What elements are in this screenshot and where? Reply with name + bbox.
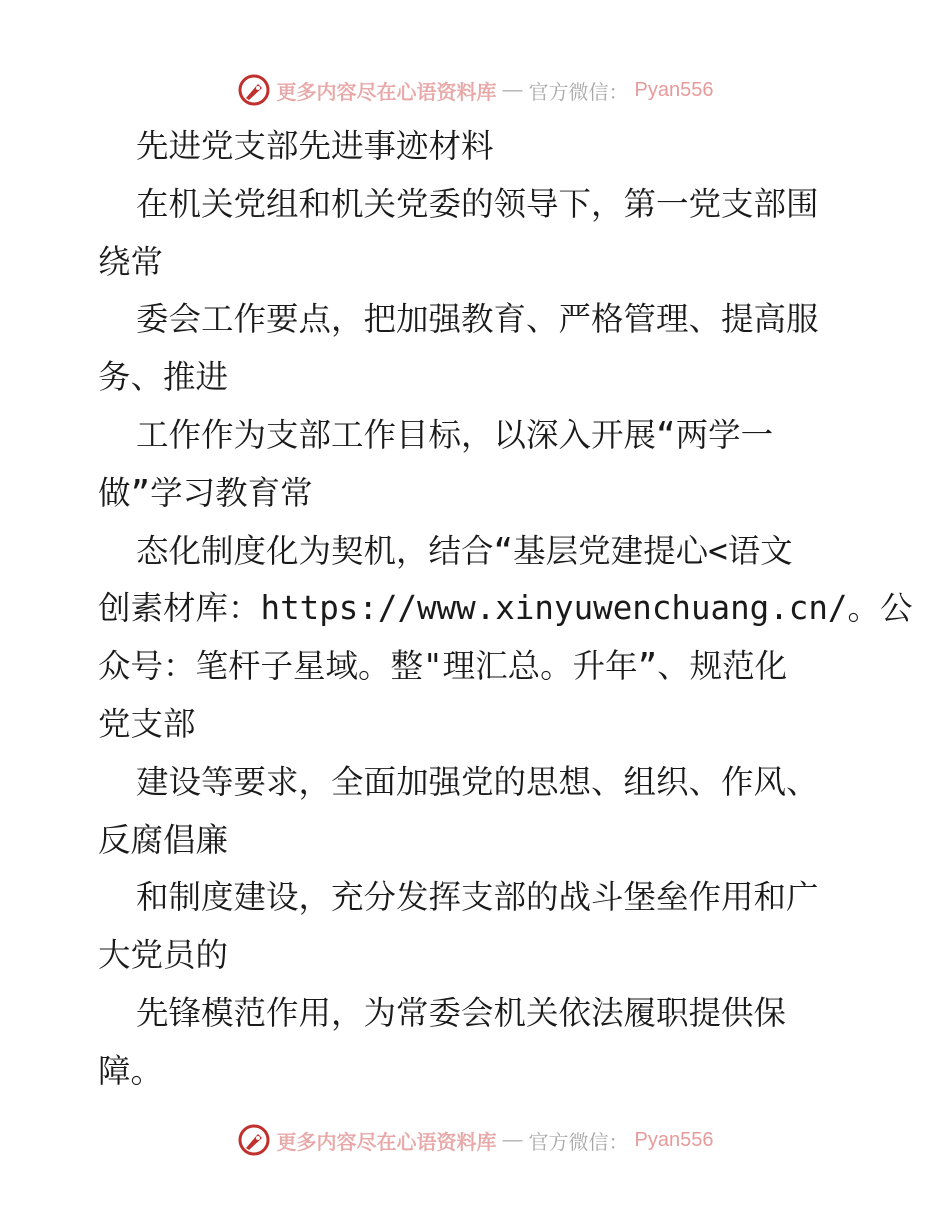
pen-nib-logo-icon	[237, 73, 271, 107]
pen-nib-logo-icon	[237, 1123, 271, 1157]
banner-main-text: 更多内容尽在心语资料库	[276, 79, 497, 104]
banner-separator: —	[502, 1128, 523, 1151]
doc-line: 障。	[98, 1051, 164, 1090]
doc-line: 大党员的	[98, 936, 229, 975]
doc-line: 做”学习教育常	[98, 473, 313, 512]
header-banner	[0, 70, 950, 110]
doc-line: 态化制度化为契机，结合“基层党建提心<语文	[136, 531, 793, 570]
doc-line: 创素材库：https://www.xinyuwenchuang.cn/。公	[98, 589, 913, 628]
banner-wechat-id: Pyan556	[634, 78, 714, 101]
banner-main-text: 更多内容尽在心语资料库	[276, 1129, 497, 1154]
doc-line: 先锋模范作用，为常委会机关依法履职提供保	[136, 993, 787, 1032]
doc-line: 务、推进	[98, 358, 229, 397]
doc-line: 和制度建设，充分发挥支部的战斗堡垒作用和广	[136, 878, 819, 917]
banner-wechat-id: Pyan556	[634, 1128, 714, 1151]
document-body	[98, 118, 913, 1101]
doc-line: 党支部	[98, 704, 196, 743]
doc-line: 反腐倡廉	[98, 820, 229, 859]
doc-line: 绕常	[98, 242, 164, 281]
footer-banner	[0, 1120, 950, 1160]
doc-line: 建设等要求，全面加强党的思想、组织、作风、	[136, 762, 819, 801]
doc-line: 工作作为支部工作目标，以深入开展“两学一	[136, 415, 774, 454]
doc-line: 众号：笔杆子星域。整"理汇总。升年”、规范化	[98, 647, 788, 686]
doc-line: 先进党支部先进事迹材料	[136, 127, 494, 165]
banner-label: 官方微信：	[528, 1129, 629, 1154]
doc-line: 委会工作要点，把加强教育、严格管理、提高服	[136, 300, 819, 339]
banner-label: 官方微信：	[528, 79, 629, 104]
banner-separator: —	[502, 78, 523, 101]
doc-line: 在机关党组和机关党委的领导下，第一党支部围	[136, 184, 819, 223]
